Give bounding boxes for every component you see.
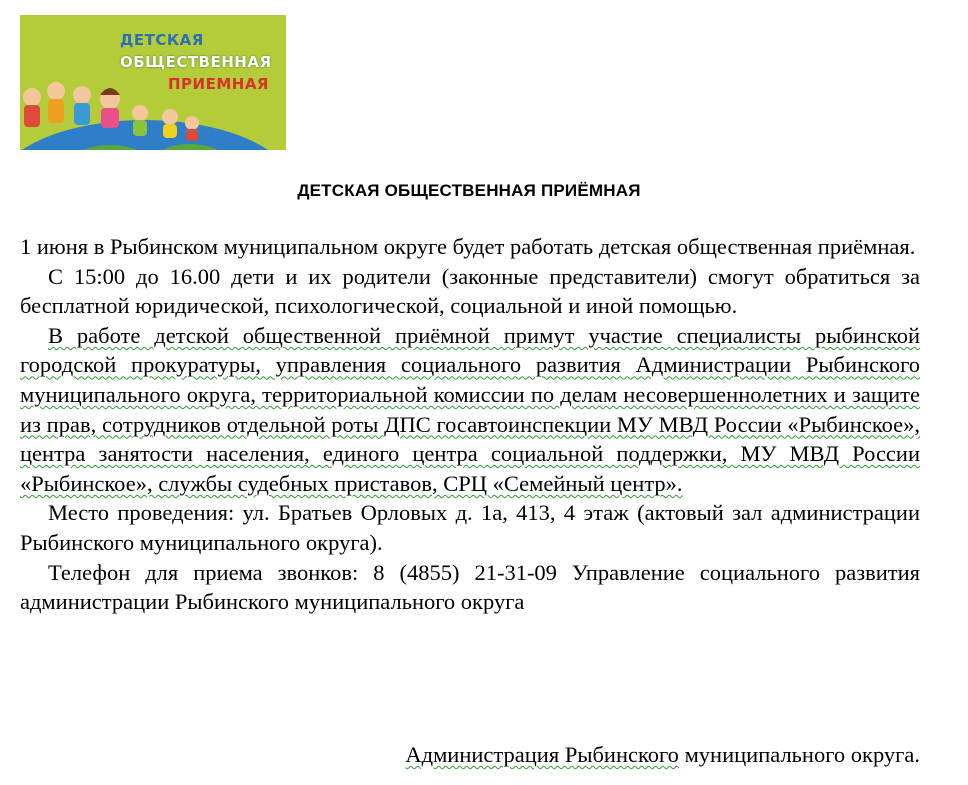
paragraph-phone: Телефон для приема звонков: 8 (4855) 21-31-09 Управление социального развития администрации Рыбинского муниципального округа xyxy=(20,559,920,615)
banner-line-2: ОБЩЕСТВЕННАЯ xyxy=(120,53,272,71)
paragraph-location: Место проведения: ул. Братьев Орловых д. 1а, 413, 4 этаж (актовый зал администрации Рыбинского муниципального округа). xyxy=(20,500,920,555)
banner-line-3: ПРИЕМНАЯ xyxy=(168,75,269,93)
banner-line-1: ДЕТСКАЯ xyxy=(120,31,204,49)
document-title: ДЕТСКАЯ ОБЩЕСТВЕННАЯ ПРИЁМНАЯ xyxy=(297,181,641,200)
participants-text: В работе детской общественной приёмной примут участие специалисты рыбинской городской прокуратуры, управления социального развития Администрации Рыбинского муниципального округа, территориальной комиссии по делам несовершеннолетних и защите из прав, сотрудников отдельной роты ДПС госавтоинспекции МУ МВД России «Рыбинское», центра занятости населения, единого центра социальной поддержки, МУ МВД России «Рыбинское», службы судебных приставов, СРЦ «Семейный центр». xyxy=(20,322,920,496)
document-body xyxy=(20,232,920,617)
paragraph-time: С 15:00 до 16.00 дети и их родители (законные представители) смогут обратиться за бесплатной юридической, психологической, социальной и иной помощью. xyxy=(20,263,920,319)
signature-underlined: Администрация Рыбинского xyxy=(405,742,679,767)
paragraph-date: 1 июня в Рыбинском муниципальном округе будет работать детская общественная приёмная. xyxy=(20,234,916,259)
paragraph-participants xyxy=(20,321,920,499)
signature xyxy=(405,740,920,770)
signature-rest: муниципального округа. xyxy=(678,742,920,767)
children-reception-banner xyxy=(20,15,286,150)
